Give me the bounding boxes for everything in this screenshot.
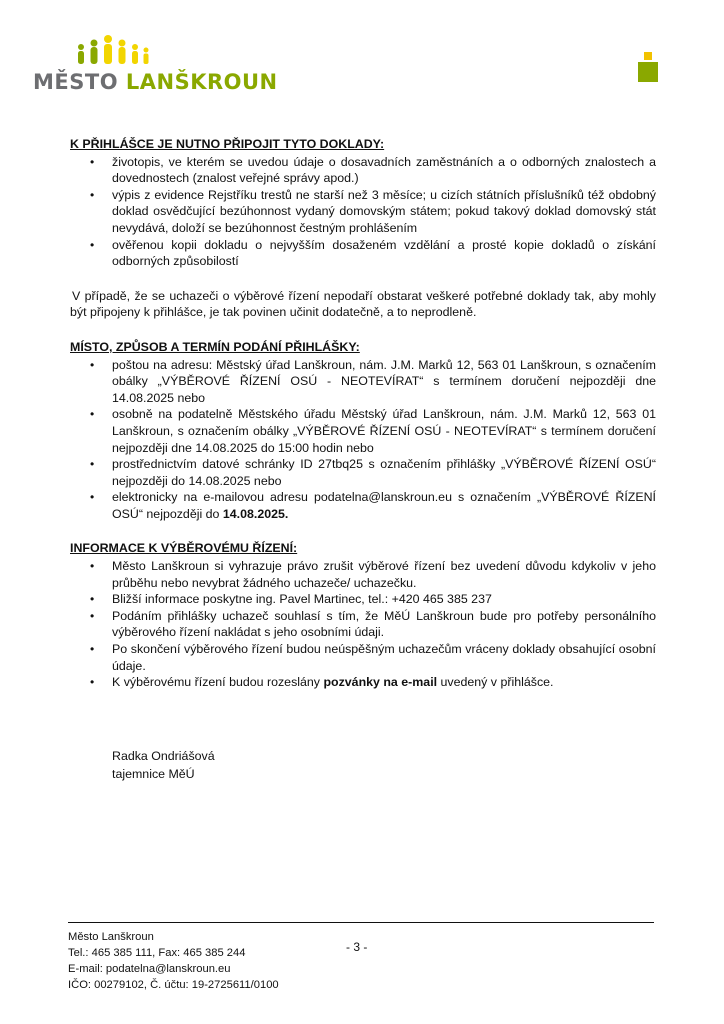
- note-text: V případě, že se uchazeči o výběrové řízení nepodaří obstarat veškeré potřebné doklady tak, aby mohly být připojeny k přihlášce, je tak povinen učinit dodatečně, a to neprodleně.: [70, 288, 656, 320]
- list-item: • ověřenou kopii dokladu o nejvyšším dosaženém vzdělání a prosté kopie dokladů o získání odborných způsobilostí: [112, 237, 656, 270]
- list-item: • výpis z evidence Rejstříku trestů ne starší než 3 měsíce; u cizích státních příslušníků též obdobný doklad osvědčující bezúhonnost vydaný domovským státem; pokud takový doklad domovský stát nevydává, doloží se bezúhonnost čestným prohlášením: [112, 187, 656, 237]
- logo-figures-icon: [30, 34, 150, 70]
- signatory-name: Radka Ondriášová: [112, 748, 215, 763]
- footer-contact: [68, 929, 279, 993]
- submission-list: [70, 357, 656, 523]
- invite-text-after: uvedený v přihlášce.: [437, 675, 554, 690]
- footer-email: E-mail: podatelna@lanskroun.eu: [68, 963, 231, 975]
- city-logo: [30, 34, 278, 94]
- documents-list: [70, 154, 656, 270]
- email-submission-text: elektronicky na e-mailovou adresu podatelna@lanskroun.eu s označením „VÝBĚROVÉ ŘÍZENÍ OSÚ“ nejpozději do: [112, 490, 656, 521]
- list-item: • životopis, ve kterém se uvedou údaje o dosavadních zaměstnáních a o odborných znalostech a dovednostech (znalost veřejné správy apod.): [112, 154, 656, 187]
- invite-text-before: K výběrovému řízení budou rozeslány: [112, 675, 324, 690]
- page-number: - 3 -: [346, 940, 368, 954]
- logo-text-lanskroun: LANŠKROUN: [125, 70, 278, 94]
- list-item: • Město Lanškroun si vyhrazuje právo zrušit výběrové řízení bez uvedení důvodu kdykoliv v jeho průběhu nebo nevybrat žádného uchazeče/ uchazečku.: [112, 558, 656, 591]
- footer-ids: IČO: 00279102, Č. účtu: 19-2725611/0100: [68, 979, 279, 991]
- list-item: • Po skončení výběrového řízení budou neúspěšným uchazečům vráceny doklady obsahující osobní údaje.: [112, 641, 656, 674]
- info-list: [70, 558, 656, 691]
- corner-mark-icon: [638, 52, 658, 82]
- list-item: • Bližší informace poskytne ing. Pavel Martinec, tel.: +420 465 385 237: [112, 591, 656, 608]
- info-heading: INFORMACE K VÝBĚROVÉMU ŘÍZENÍ:: [70, 541, 298, 556]
- deadline-date: 14.08.2025.: [222, 506, 289, 521]
- documents-heading: K PŘIHLÁŠCE JE NUTNO PŘIPOJIT TYTO DOKLADY:: [70, 137, 385, 151]
- signature-block: [70, 747, 656, 783]
- list-item: • poštou na adresu: Městský úřad Lanškroun, nám. J.M. Marků 12, 563 01 Lanškroun, s označením obálky „VÝBĚROVÉ ŘÍZENÍ OSÚ - NEOTEVÍRAT“ s termínem doručení nejpozději dne 14.08.2025 nebo: [112, 357, 656, 407]
- signatory-role: tajemnice MěÚ: [112, 766, 195, 781]
- document-body: [70, 136, 656, 783]
- list-item: • prostřednictvím datové schránky ID 27tbq25 s označením přihlášky „VÝBĚROVÉ ŘÍZENÍ OSÚ“ nejpozději do 14.08.2025 nebo: [112, 456, 656, 489]
- list-item: • Podáním přihlášky uchazeč souhlasí s tím, že MěÚ Lanškroun bude pro potřeby personálního výběrového řízení nakládat s jeho osobními údaji.: [112, 608, 656, 641]
- missing-documents-note: [70, 288, 656, 321]
- logo-wordmark: [33, 70, 278, 94]
- invite-bold: pozvánky na e-mail: [323, 675, 438, 690]
- list-item: • osobně na podatelně Městského úřadu Městský úřad Lanškroun, nám. J.M. Marků 12, 563 01 Lanškroun, s označením obálky „VÝBĚROVÉ ŘÍZENÍ OSÚ - NEOTEVÍRAT“ s termínem doručení nejpozději dne 14.08.2025 do 15:00 hodin nebo: [112, 406, 656, 456]
- submission-heading: MÍSTO, ZPŮSOB A TERMÍN PODÁNÍ PŘIHLÁŠKY:: [70, 339, 360, 354]
- footer-divider: [68, 922, 654, 923]
- list-item: [112, 489, 656, 522]
- footer-phone: Tel.: 465 385 111, Fax: 465 385 244: [68, 947, 246, 959]
- logo-text-mesto: MĚSTO: [33, 70, 126, 94]
- list-item: [112, 674, 656, 691]
- footer-org: Město Lanškroun: [68, 931, 154, 943]
